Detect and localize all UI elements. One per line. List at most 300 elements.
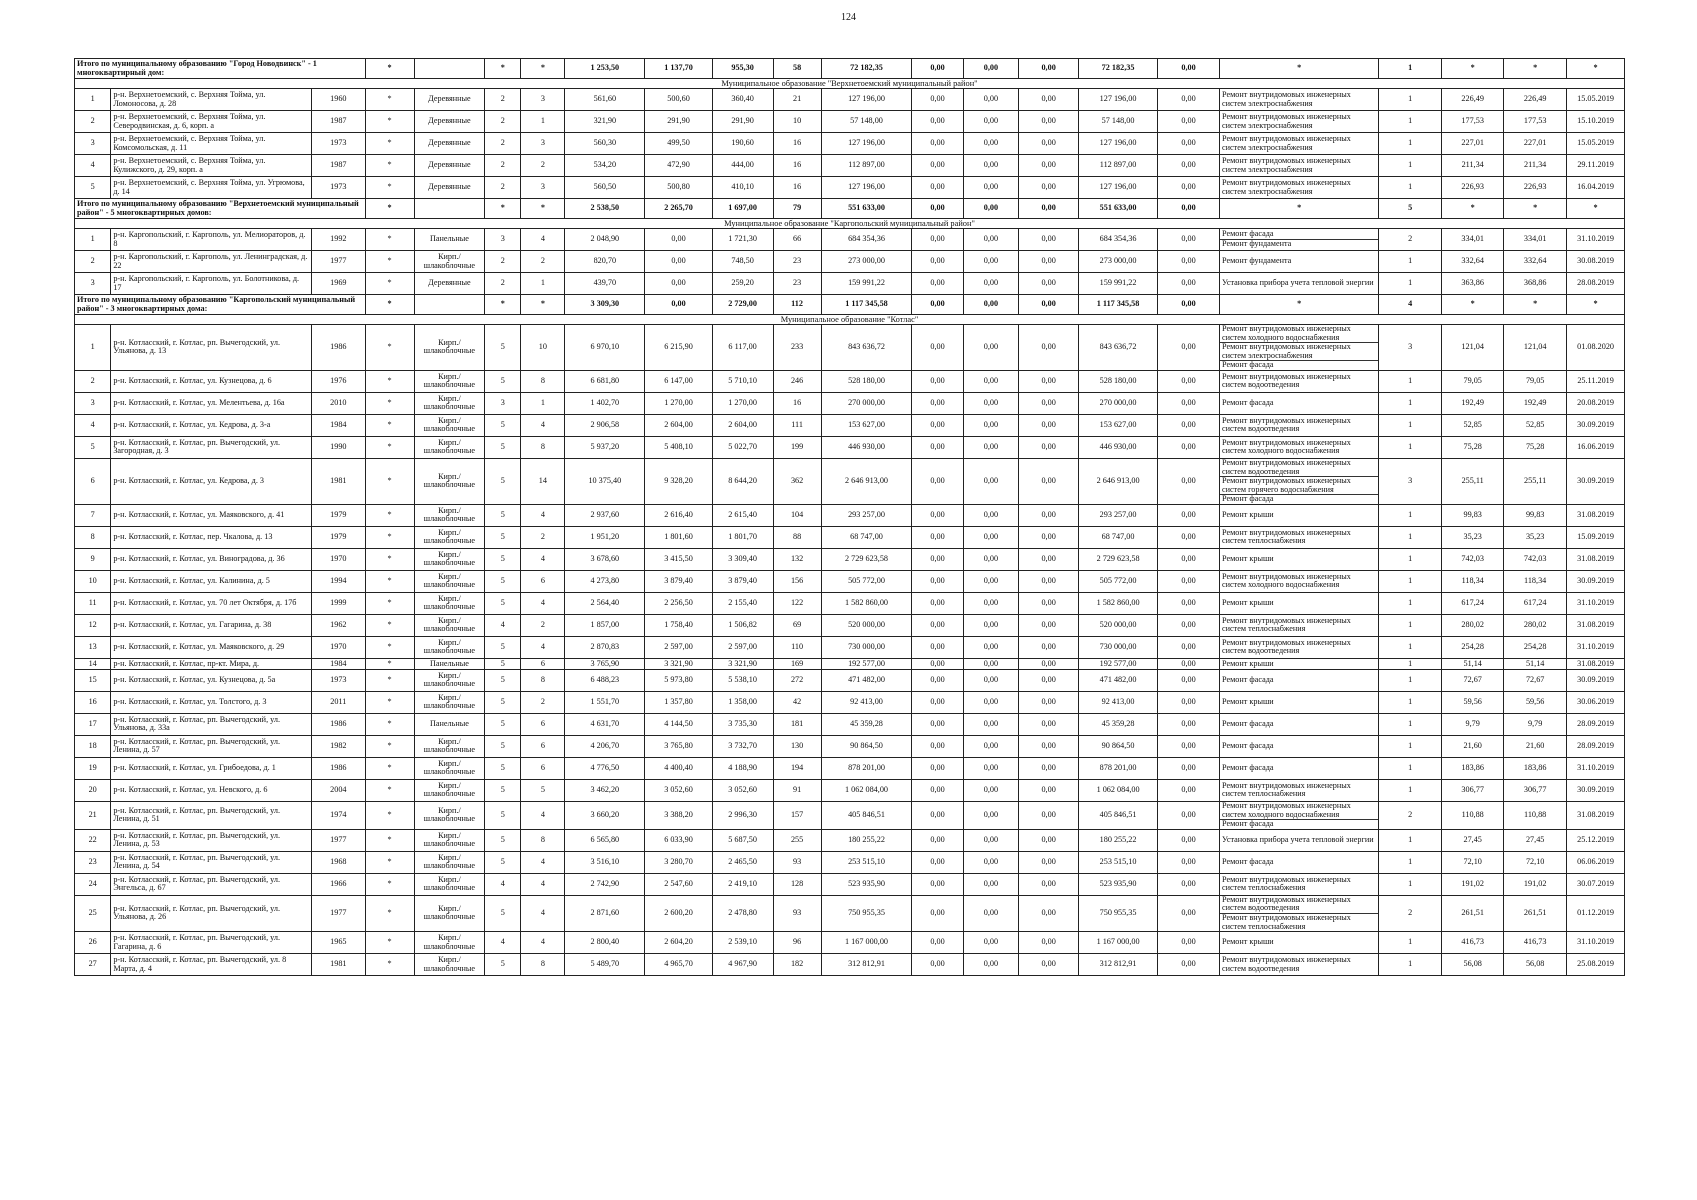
work-type: Ремонт внутридомовых инженерных систем горячего водоснабжения: [1220, 477, 1378, 495]
cell-cnt: 1: [1379, 133, 1442, 155]
cell-u1: 306,77: [1442, 779, 1504, 801]
cell-f2: 0,00: [963, 526, 1019, 548]
cell-fl: 2: [485, 251, 521, 273]
work-type: Ремонт внутридомовых инженерных систем холодного водоснабжения: [1220, 325, 1378, 343]
cell-cost: 293 257,00: [821, 504, 912, 526]
work-type: Ремонт крыши: [1222, 937, 1274, 947]
total-c6: *: [521, 59, 565, 79]
work-type: Ремонт внутридомовых инженерных систем холодного водоснабжения: [1222, 437, 1351, 456]
municipality-header: Муниципальное образование "Котлас": [75, 315, 1625, 325]
cell-f3: 0,00: [1019, 735, 1079, 757]
total-c16: 0,00: [1158, 295, 1220, 315]
cell-ent: 4: [521, 932, 565, 954]
cell-people: 199: [773, 436, 821, 458]
cell-f1: 0,00: [912, 636, 963, 658]
cell-f2: 0,00: [963, 873, 1019, 895]
cell-wall: Кирп./ шлакоблочные: [414, 735, 485, 757]
cell-ent: 2: [521, 526, 565, 548]
cell-f2: 0,00: [963, 735, 1019, 757]
cell-s2: 2 600,20: [645, 895, 712, 931]
row-number: 13: [75, 636, 111, 658]
works-cell: [1220, 636, 1379, 658]
cell-cnt: 1: [1379, 251, 1442, 273]
cell-own: 127 196,00: [1079, 177, 1158, 199]
cell-cost: 523 935,90: [821, 873, 912, 895]
municipality-header: Муниципальное образование "Каргопольский муниципальный район": [75, 219, 1625, 229]
cell-wall: Деревянные: [414, 111, 485, 133]
total-c3: *: [365, 59, 414, 79]
cell-date: 31.10.2019: [1567, 757, 1625, 779]
table-row: [75, 414, 1625, 436]
cell-wall: Кирп./ шлакоблочные: [414, 779, 485, 801]
cell-own: 446 930,00: [1079, 436, 1158, 458]
capital-repair-table: [74, 58, 1625, 976]
cell-own: 92 413,00: [1079, 691, 1158, 713]
works-cell: [1220, 458, 1379, 504]
cell-s3: 748,50: [712, 251, 773, 273]
cell-people: 16: [773, 177, 821, 199]
cell-year: 1994: [312, 570, 365, 592]
cell-u1: 280,02: [1442, 614, 1504, 636]
cell-own: 520 000,00: [1079, 614, 1158, 636]
total-c12: 0,00: [912, 199, 963, 219]
total-c19: *: [1442, 59, 1504, 79]
cell-own: 45 359,28: [1079, 713, 1158, 735]
cell-ent: 2: [521, 155, 565, 177]
cell-s2: 1 801,60: [645, 526, 712, 548]
cell-u1: 118,34: [1442, 570, 1504, 592]
cell-people: 104: [773, 504, 821, 526]
cell-own: 293 257,00: [1079, 504, 1158, 526]
cell-own: 843 636,72: [1079, 325, 1158, 371]
cell-wall: Кирп./ шлакоблочные: [414, 370, 485, 392]
cell-s2: 6 215,90: [645, 325, 712, 371]
cell-s3: 3 735,30: [712, 713, 773, 735]
row-number: 11: [75, 592, 111, 614]
address: р-н. Котласский, г. Котлас, пр-кт. Мира, д.: [111, 658, 312, 669]
cell-f2: 0,00: [963, 851, 1019, 873]
cell-f3: 0,00: [1019, 392, 1079, 414]
cell-year: 1968: [312, 851, 365, 873]
table-row: [75, 548, 1625, 570]
cell-cost: 2 646 913,00: [821, 458, 912, 504]
cell-f3: 0,00: [1019, 370, 1079, 392]
cell-s3: 360,40: [712, 89, 773, 111]
total-c16: 0,00: [1158, 59, 1220, 79]
cell-s3: 2 478,80: [712, 895, 773, 931]
row-number: 3: [75, 392, 111, 414]
cell-f3: 0,00: [1019, 526, 1079, 548]
cell-cost: 1 582 860,00: [821, 592, 912, 614]
works-cell: [1220, 713, 1379, 735]
cell-ent: 4: [521, 801, 565, 829]
cell-f2: 0,00: [963, 436, 1019, 458]
cell-u1: 183,86: [1442, 757, 1504, 779]
row-number: 18: [75, 735, 111, 757]
cell-s2: 2 616,40: [645, 504, 712, 526]
cell-s2: 0,00: [645, 251, 712, 273]
cell-f4: 0,00: [1158, 801, 1220, 829]
cell-f4: 0,00: [1158, 895, 1220, 931]
cell-u2: 226,49: [1504, 89, 1567, 111]
total-c12: 0,00: [912, 295, 963, 315]
cell-f4: 0,00: [1158, 392, 1220, 414]
cell-f2: 0,00: [963, 273, 1019, 295]
cell-people: 111: [773, 414, 821, 436]
cell-people: 132: [773, 548, 821, 570]
cell-f3: 0,00: [1019, 133, 1079, 155]
works-cell: [1220, 370, 1379, 392]
total-c7: 1 253,50: [565, 59, 645, 79]
row-number: 21: [75, 801, 111, 829]
cell-year: 1977: [312, 251, 365, 273]
cell-f3: 0,00: [1019, 111, 1079, 133]
cell-people: 69: [773, 614, 821, 636]
cell-u2: 306,77: [1504, 779, 1567, 801]
work-type: Ремонт внутридомовых инженерных систем теплоснабжения: [1222, 874, 1351, 893]
cell-fl: 2: [485, 133, 521, 155]
cell-people: 181: [773, 713, 821, 735]
cell-fl: 3: [485, 392, 521, 414]
cell-ent: 10: [521, 325, 565, 371]
cell-wall: Деревянные: [414, 273, 485, 295]
cell-people: 88: [773, 526, 821, 548]
cell-year: 1984: [312, 658, 365, 669]
works-cell: [1220, 414, 1379, 436]
cell-own: 471 482,00: [1079, 669, 1158, 691]
table-row: [75, 325, 1625, 371]
cell-u1: 72,10: [1442, 851, 1504, 873]
cell-s2: 5 408,10: [645, 436, 712, 458]
total-empty-cell: [414, 59, 485, 79]
cell-f4: 0,00: [1158, 592, 1220, 614]
cell-wall: Кирп./ шлакоблочные: [414, 851, 485, 873]
cell-u2: 27,45: [1504, 829, 1567, 851]
cell-cnt: 1: [1379, 757, 1442, 779]
cell-cnt: 1: [1379, 873, 1442, 895]
cell-date: 16.04.2019: [1567, 177, 1625, 199]
cell-u1: 211,34: [1442, 155, 1504, 177]
cell-f1: 0,00: [912, 570, 963, 592]
cell-u1: 56,08: [1442, 954, 1504, 976]
cell-f1: 0,00: [912, 325, 963, 371]
cell-year: 1977: [312, 895, 365, 931]
total-c11: 1 117 345,58: [821, 295, 912, 315]
works-cell: [1220, 592, 1379, 614]
cell-f1: 0,00: [912, 757, 963, 779]
cell-s2: 2 547,60: [645, 873, 712, 895]
address: р-н. Котласский, г. Котлас, ул. Гагарина, д. 38: [111, 614, 312, 636]
total-c5: *: [485, 199, 521, 219]
work-type: Ремонт внутридомовых инженерных систем теплоснабжения: [1222, 912, 1351, 931]
cell-f3: 0,00: [1019, 669, 1079, 691]
cell-yr2: *: [365, 273, 414, 295]
cell-ent: 4: [521, 414, 565, 436]
cell-u2: 79,05: [1504, 370, 1567, 392]
cell-f4: 0,00: [1158, 614, 1220, 636]
cell-s3: 5 538,10: [712, 669, 773, 691]
cell-f2: 0,00: [963, 713, 1019, 735]
cell-s3: 259,20: [712, 273, 773, 295]
cell-people: 233: [773, 325, 821, 371]
cell-f3: 0,00: [1019, 177, 1079, 199]
cell-s3: 5 687,50: [712, 829, 773, 851]
cell-f4: 0,00: [1158, 504, 1220, 526]
cell-s2: 9 328,20: [645, 458, 712, 504]
cell-wall: Кирп./ шлакоблочные: [414, 436, 485, 458]
address: р-н. Каргопольский, г. Каргополь, ул. Болотникова, д. 17: [111, 273, 312, 295]
cell-own: 878 201,00: [1079, 757, 1158, 779]
cell-u1: 191,02: [1442, 873, 1504, 895]
cell-cost: 159 991,22: [821, 273, 912, 295]
cell-f2: 0,00: [963, 614, 1019, 636]
works-cell: [1220, 526, 1379, 548]
cell-cnt: 3: [1379, 458, 1442, 504]
work-type: Ремонт внутридомовых инженерных систем водоотведения: [1222, 637, 1351, 656]
cell-own: 684 354,36: [1079, 229, 1158, 251]
cell-yr2: *: [365, 713, 414, 735]
total-work: *: [1220, 295, 1379, 315]
cell-f4: 0,00: [1158, 636, 1220, 658]
cell-f2: 0,00: [963, 111, 1019, 133]
cell-wall: Кирп./ шлакоблочные: [414, 548, 485, 570]
cell-yr2: *: [365, 155, 414, 177]
cell-f3: 0,00: [1019, 851, 1079, 873]
cell-u2: 226,93: [1504, 177, 1567, 199]
cell-s3: 1 270,00: [712, 392, 773, 414]
cell-f4: 0,00: [1158, 873, 1220, 895]
cell-u1: 110,88: [1442, 801, 1504, 829]
cell-s1: 2 870,83: [565, 636, 645, 658]
cell-f1: 0,00: [912, 895, 963, 931]
cell-f3: 0,00: [1019, 829, 1079, 851]
table-row: [75, 504, 1625, 526]
cell-s3: 410,10: [712, 177, 773, 199]
cell-cnt: 1: [1379, 89, 1442, 111]
address: р-н. Верхнетоемский, с. Верхняя Тойма, ул. Северодвинская, д. 6, корп. а: [111, 111, 312, 133]
cell-cost: 2 729 623,58: [821, 548, 912, 570]
cell-f2: 0,00: [963, 548, 1019, 570]
cell-f1: 0,00: [912, 691, 963, 713]
cell-people: 194: [773, 757, 821, 779]
cell-year: 1970: [312, 548, 365, 570]
cell-s3: 5 710,10: [712, 370, 773, 392]
cell-u2: 254,28: [1504, 636, 1567, 658]
table-row: [75, 458, 1625, 504]
cell-cnt: 1: [1379, 504, 1442, 526]
cell-yr2: *: [365, 526, 414, 548]
cell-u2: 368,86: [1504, 273, 1567, 295]
cell-u1: 416,73: [1442, 932, 1504, 954]
cell-yr2: *: [365, 954, 414, 976]
cell-yr2: *: [365, 691, 414, 713]
work-type: Установка прибора учета тепловой энергии: [1222, 278, 1374, 288]
works-cell: [1220, 757, 1379, 779]
cell-s1: 6 681,80: [565, 370, 645, 392]
row-number: 3: [75, 273, 111, 295]
cell-u2: 75,28: [1504, 436, 1567, 458]
cell-u2: 255,11: [1504, 458, 1567, 504]
works-cell: [1220, 251, 1379, 273]
cell-ent: 4: [521, 504, 565, 526]
cell-date: 30.09.2019: [1567, 669, 1625, 691]
cell-s3: 2 155,40: [712, 592, 773, 614]
cell-f3: 0,00: [1019, 570, 1079, 592]
cell-s1: 5 489,70: [565, 954, 645, 976]
cell-s2: 499,50: [645, 133, 712, 155]
total-c9: 1 697,00: [712, 199, 773, 219]
cell-s3: 4 188,90: [712, 757, 773, 779]
cell-f2: 0,00: [963, 592, 1019, 614]
work-type: Ремонт внутридомовых инженерных систем электроснабжения: [1222, 177, 1351, 196]
cell-s2: 0,00: [645, 273, 712, 295]
cell-cnt: 1: [1379, 614, 1442, 636]
cell-f1: 0,00: [912, 111, 963, 133]
cell-f3: 0,00: [1019, 592, 1079, 614]
cell-s2: 0,00: [645, 229, 712, 251]
address: р-н. Котласский, г. Котлас, ул. Калинина, д. 5: [111, 570, 312, 592]
cell-yr2: *: [365, 414, 414, 436]
cell-people: 272: [773, 669, 821, 691]
cell-cost: 45 359,28: [821, 713, 912, 735]
cell-f1: 0,00: [912, 779, 963, 801]
cell-cnt: 1: [1379, 414, 1442, 436]
table-row: [75, 713, 1625, 735]
cell-fl: 4: [485, 932, 521, 954]
cell-u2: 72,10: [1504, 851, 1567, 873]
total-work: *: [1220, 59, 1379, 79]
row-number: 15: [75, 669, 111, 691]
cell-ent: 6: [521, 757, 565, 779]
cell-f4: 0,00: [1158, 229, 1220, 251]
cell-f1: 0,00: [912, 735, 963, 757]
cell-f2: 0,00: [963, 155, 1019, 177]
address: р-н. Котласский, г. Котлас, рп. Вычегодский, ул. Ульянова, д. 26: [111, 895, 312, 931]
cell-yr2: *: [365, 669, 414, 691]
cell-own: 2 729 623,58: [1079, 548, 1158, 570]
cell-own: 1 167 000,00: [1079, 932, 1158, 954]
row-number: 1: [75, 325, 111, 371]
cell-wall: Деревянные: [414, 177, 485, 199]
cell-f2: 0,00: [963, 636, 1019, 658]
cell-ent: 5: [521, 779, 565, 801]
cell-year: 2004: [312, 779, 365, 801]
cell-s1: 3 678,60: [565, 548, 645, 570]
cell-f3: 0,00: [1019, 458, 1079, 504]
total-c10: 79: [773, 199, 821, 219]
cell-f1: 0,00: [912, 932, 963, 954]
total-row: [75, 59, 1625, 79]
work-type: Ремонт крыши: [1222, 510, 1274, 520]
work-type: Ремонт фасада: [1222, 360, 1274, 370]
cell-wall: Панельные: [414, 658, 485, 669]
cell-cost: 90 864,50: [821, 735, 912, 757]
cell-people: 130: [773, 735, 821, 757]
cell-s3: 2 597,00: [712, 636, 773, 658]
cell-f4: 0,00: [1158, 669, 1220, 691]
works-cell: [1220, 392, 1379, 414]
cell-s1: 1 551,70: [565, 691, 645, 713]
total-empty-cell: [414, 199, 485, 219]
cell-u1: 72,67: [1442, 669, 1504, 691]
total-c20: *: [1504, 59, 1567, 79]
total-c5: *: [485, 295, 521, 315]
cell-s1: 321,90: [565, 111, 645, 133]
total-c11: 551 633,00: [821, 199, 912, 219]
table-row: [75, 273, 1625, 295]
cell-f1: 0,00: [912, 801, 963, 829]
cell-s1: 560,30: [565, 133, 645, 155]
work-type: Ремонт фасада: [1220, 230, 1378, 240]
cell-fl: 5: [485, 757, 521, 779]
cell-fl: 4: [485, 614, 521, 636]
cell-yr2: *: [365, 392, 414, 414]
cell-s2: 3 052,60: [645, 779, 712, 801]
row-number: 5: [75, 436, 111, 458]
work-type: Ремонт внутридомовых инженерных систем теплоснабжения: [1222, 527, 1351, 546]
cell-people: 182: [773, 954, 821, 976]
cell-u1: 192,49: [1442, 392, 1504, 414]
cell-fl: 5: [485, 570, 521, 592]
cell-s1: 560,50: [565, 177, 645, 199]
cell-year: 1976: [312, 370, 365, 392]
work-type: Ремонт фасада: [1222, 741, 1274, 751]
cell-cost: 180 255,22: [821, 829, 912, 851]
cell-u2: 211,34: [1504, 155, 1567, 177]
total-c11: 72 182,35: [821, 59, 912, 79]
cell-cost: 520 000,00: [821, 614, 912, 636]
work-type: Ремонт фасада: [1222, 763, 1274, 773]
works-cell: [1220, 133, 1379, 155]
cell-s2: 500,80: [645, 177, 712, 199]
address: р-н. Верхнетоемский, с. Верхняя Тойма, ул. Комсомольская, д. 11: [111, 133, 312, 155]
cell-s1: 2 742,90: [565, 873, 645, 895]
works-cell: [1220, 229, 1379, 251]
cell-s2: 291,90: [645, 111, 712, 133]
cell-u1: 99,83: [1442, 504, 1504, 526]
cell-year: 1973: [312, 133, 365, 155]
cell-cost: 192 577,00: [821, 658, 912, 669]
cell-s2: 1 270,00: [645, 392, 712, 414]
cell-people: 42: [773, 691, 821, 713]
cell-yr2: *: [365, 133, 414, 155]
cell-ent: 4: [521, 851, 565, 873]
cell-ent: 6: [521, 658, 565, 669]
cell-s3: 5 022,70: [712, 436, 773, 458]
cell-f1: 0,00: [912, 155, 963, 177]
cell-cnt: 1: [1379, 570, 1442, 592]
cell-year: 1973: [312, 177, 365, 199]
cell-date: 31.08.2019: [1567, 504, 1625, 526]
cell-cost: 684 354,36: [821, 229, 912, 251]
row-number: 25: [75, 895, 111, 931]
cell-wall: Кирп./ шлакоблочные: [414, 636, 485, 658]
row-number: 1: [75, 89, 111, 111]
cell-own: 528 180,00: [1079, 370, 1158, 392]
cell-f3: 0,00: [1019, 954, 1079, 976]
cell-wall: Кирп./ шлакоблочные: [414, 895, 485, 931]
cell-f4: 0,00: [1158, 713, 1220, 735]
total-c3: *: [365, 295, 414, 315]
cell-cnt: 1: [1379, 273, 1442, 295]
address: р-н. Котласский, г. Котлас, рп. Вычегодский, ул. Ленина, д. 54: [111, 851, 312, 873]
cell-u1: 27,45: [1442, 829, 1504, 851]
work-type: Ремонт внутридомовых инженерных систем электроснабжения: [1222, 89, 1351, 108]
cell-f1: 0,00: [912, 392, 963, 414]
cell-s2: 500,60: [645, 89, 712, 111]
cell-f3: 0,00: [1019, 757, 1079, 779]
cell-f1: 0,00: [912, 251, 963, 273]
